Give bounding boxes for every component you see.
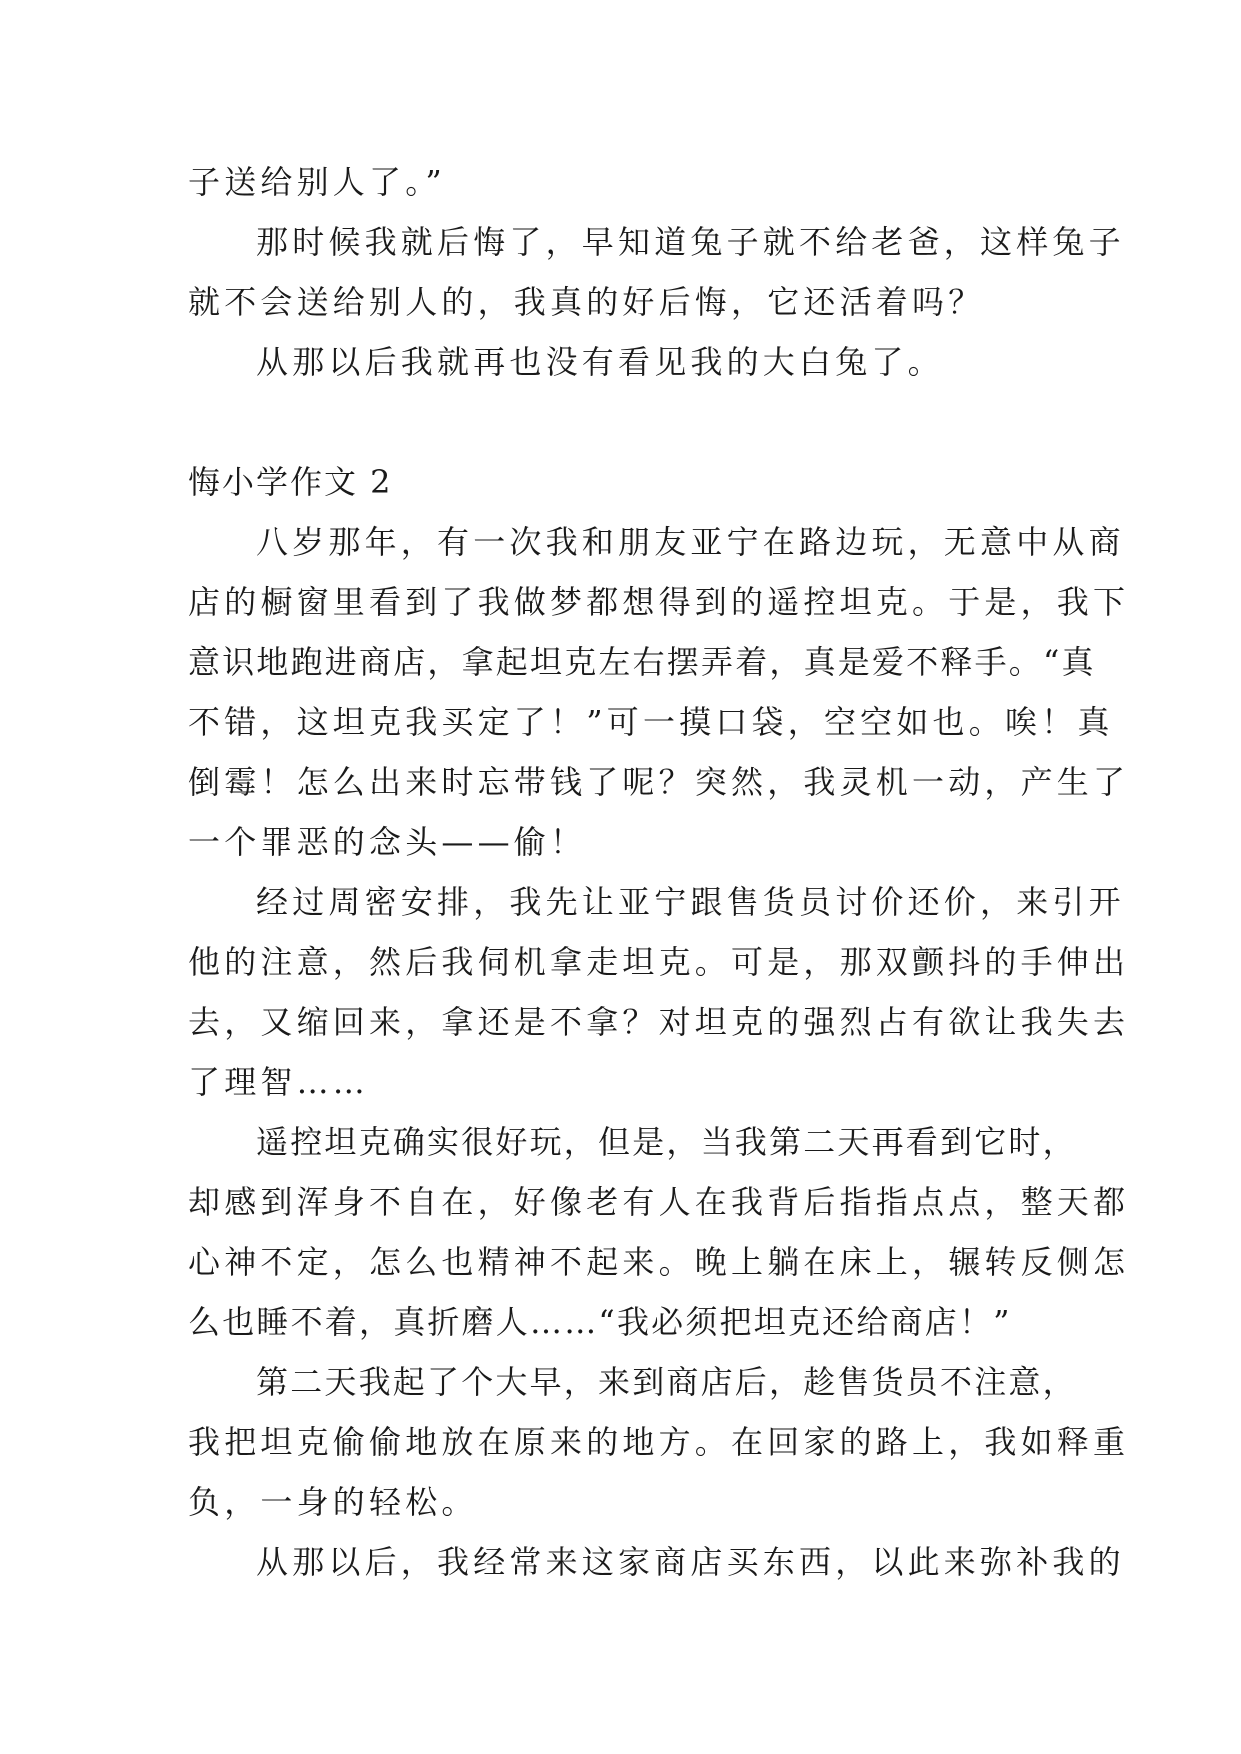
text-line: 我把坦克偷偷地放在原来的地方。在回家的路上，我如释重 [188,1423,1130,1461]
text-line: 经过周密安排，我先让亚宁跟售货员讨价还价，来引开 [256,883,1125,921]
text-line: 却感到浑身不自在，好像老有人在我背后指指点点，整天都 [188,1183,1130,1221]
text-line: 第二天我起了个大早，来到商店后，趁售货员不注意， [256,1363,1077,1401]
text-line: 八岁那年，有一次我和朋友亚宁在路边玩，无意中从商 [256,523,1125,561]
text-line: 不错，这坦克我买定了！”可一摸口袋，空空如也。唉！真 [188,703,1114,741]
text-line: 他的注意，然后我伺机拿走坦克。可是，那双颤抖的手伸出 [188,943,1130,981]
text-line: 么也睡不着，真折磨人……“我必须把坦克还给商店！” [188,1303,1012,1341]
text-line: 就不会送给别人的，我真的好后悔，它还活着吗？ [188,283,985,321]
text-line: 从那以后我就再也没有看见我的大白兔了。 [256,343,944,381]
text-line: 店的橱窗里看到了我做梦都想得到的遥控坦克。于是，我下 [188,583,1130,621]
text-line: 了理智…… [188,1063,370,1101]
text-line: 遥控坦克确实很好玩，但是，当我第二天再看到它时， [256,1123,1077,1161]
text-line: 一个罪恶的念头——偷！ [188,823,587,861]
text-line: 倒霉！怎么出来时忘带钱了呢？突然，我灵机一动，产生了 [188,763,1130,801]
text-line: 意识地跑进商店，拿起坦克左右摆弄着，真是爱不释手。“真 [188,643,1096,681]
text-line: 去，又缩回来，拿还是不拿？对坦克的强烈占有欲让我失去 [188,1003,1130,1041]
text-line: 子送给别人了。” [188,163,446,201]
text-line: 从那以后，我经常来这家商店买东西，以此来弥补我的 [256,1543,1125,1581]
text-line: 那时候我就后悔了，早知道兔子就不给老爸，这样兔子 [256,223,1125,261]
text-line: 心神不定，怎么也精神不起来。晚上躺在床上，辗转反侧怎 [188,1243,1130,1281]
text-line: 负，一身的轻松。 [188,1483,478,1521]
section-heading: 悔小学作文 2 [188,463,393,501]
